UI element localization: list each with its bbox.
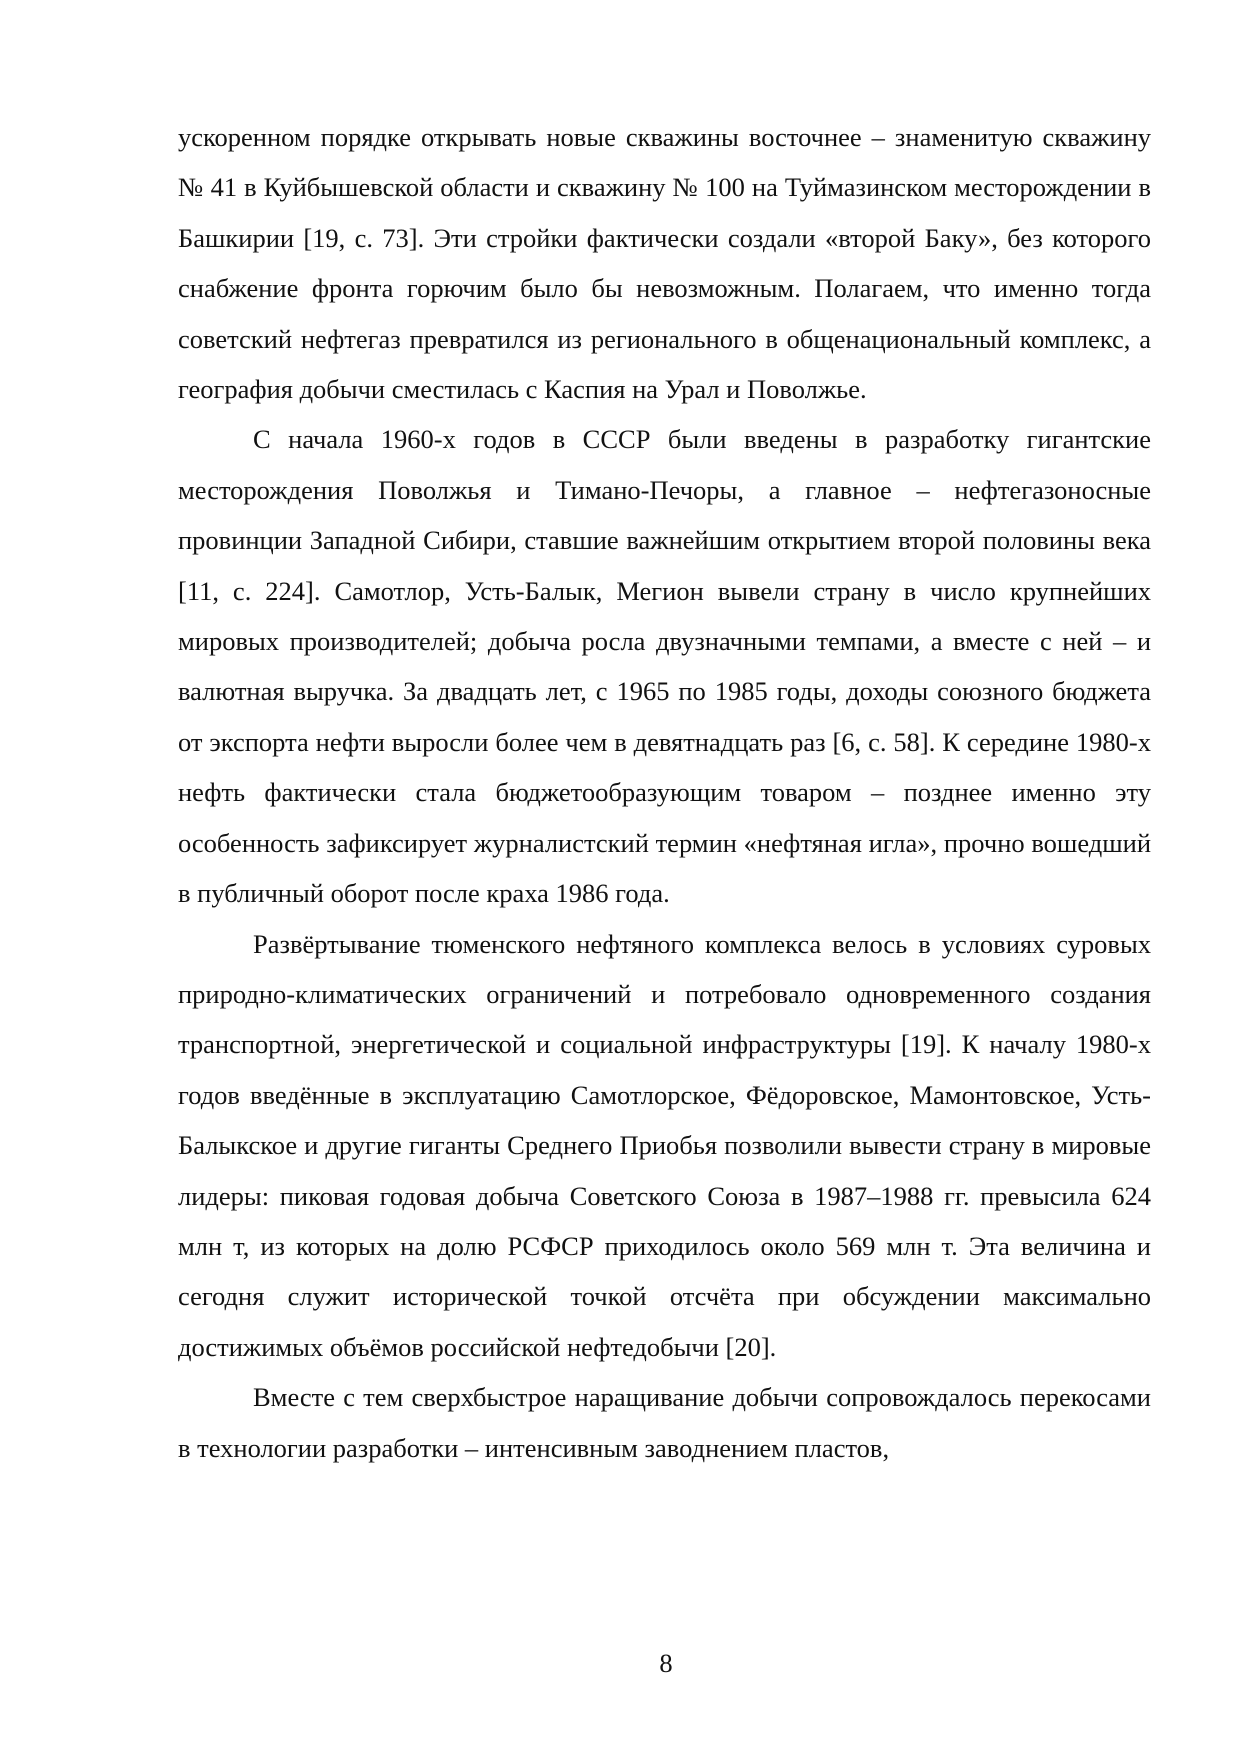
paragraph: Развёртывание тюменского нефтяного комплекса велось в условиях суровых природно-климатических ограничений и потребовало одновременного создания транспортной, энергетической и социальной инфраструктуры [19]. К началу 1980-х годов введённые в эксплуатацию Самотлорское, Фёдоровское, Мамонтовское, Усть-Балыкское и другие гиганты Среднего Приобья позволили вывести страну в мировые лидеры: пиковая годовая добыча Советского Союза в 1987–1988 гг. превысила 624 млн т, из которых на долю РСФСР приходилось около 569 млн т. Эта величина и сегодня служит исторической точкой отсчёта при обсуждении максимально достижимых объёмов российской нефтедобычи [20]. (178, 928, 1151, 1362)
page-number: 8 (659, 1648, 673, 1678)
paragraph: Вместе с тем сверхбыстрое наращивание добычи сопровождалось перекосами в технологии разработки – интенсивным заводнением пластов, (178, 1382, 1151, 1463)
body-text (178, 112, 1151, 1473)
paragraph: С начала 1960-х годов в СССР были введены в разработку гигантские месторождения Поволжья и Тимано-Печоры, а главное – нефтегазоносные провинции Западной Сибири, ставшие важнейшим открытием второй половины века [11, с. 224]. Самотлор, Усть-Балык, Мегион вывели страну в число крупнейших мировых производителей; добыча росла двузначными темпами, а вместе с ней – и валютная выручка. За двадцать лет, с 1965 по 1985 годы, доходы союзного бюджета от экспорта нефти выросли более чем в девятнадцать раз [6, с. 58]. К середине 1980-х нефть фактически стала бюджетообразующим товаром – позднее именно эту особенность зафиксирует журналистский термин «нефтяная игла», прочно вошедший в публичный оборот после краха 1986 года. (178, 424, 1151, 909)
paragraph-continuation: ускоренном порядке открывать новые скважины восточнее – знаменитую скважину № 41 в Куйбышевской области и скважину № 100 на Туймазинском месторождении в Башкирии [19, с. 73]. Эти стройки фактически создали «второй Баку», без которого снабжение фронта горючим было бы невозможным. Полагаем, что именно тогда советский нефтегаз превратился из регионального в общенациональный комплекс, а география добычи сместилась с Каспия на Урал и Поволжье. (178, 122, 1151, 405)
